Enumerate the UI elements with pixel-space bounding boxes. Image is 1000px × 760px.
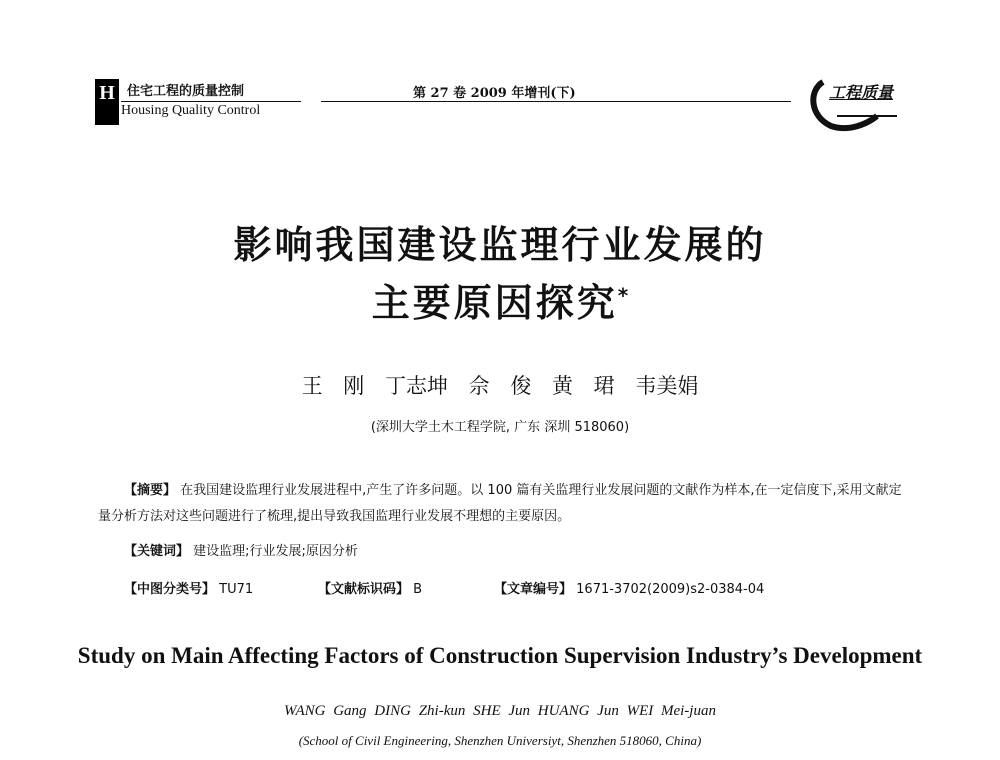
header-rule: [121, 101, 301, 102]
journal-section-en: Housing Quality Control: [121, 103, 261, 118]
abstract: [98, 478, 902, 530]
affiliation: (深圳大学土木工程学院, 广东 深圳 518060): [370, 420, 630, 435]
footnote-mark: *: [617, 283, 629, 308]
section-badge: H: [95, 79, 119, 125]
article-number: 【文章编号】 1671-3702(2009)s2-0384-04: [494, 582, 765, 597]
volume-issue: 第 27 卷 2009 年增刊(下): [413, 86, 576, 101]
english-affiliation: (School of Civil Engineering, Shenzhen Universiyt, Shenzhen 518060, China): [298, 733, 702, 748]
english-authors: WANG Gang DING Zhi-kun SHE Jun HUANG Jun WEI Mei-juan: [284, 703, 716, 719]
journal-section-cn: 住宅工程的质量控制: [127, 84, 245, 99]
document-code: 【文献标识码】 B: [318, 582, 423, 597]
keywords-label: 【关键词】: [124, 544, 190, 559]
keywords-text: 建设监理;行业发展;原因分析: [193, 544, 358, 559]
title-line-1: 影响我国建设监理行业发展的: [233, 223, 767, 267]
header-rule-long: [321, 101, 791, 102]
journal-logo: [803, 76, 901, 132]
abstract-text: 在我国建设监理行业发展进程中,产生了许多问题。以 100 篇有关监理行业发展问题的文献作为样本,在一定信度下,采用文献定量分析方法对这些问题进行了梳理,提出导致我国监理行业发展不理想的主要原因。: [98, 483, 902, 524]
running-header: [95, 76, 895, 132]
clc-number: 【中图分类号】 TU71: [124, 582, 254, 597]
english-title: Study on Main Affecting Factors of Construction Supervision Industry’s Development: [77, 643, 923, 668]
title-line-2: 主要原因探究*: [371, 281, 629, 325]
abstract-label: 【摘要】: [124, 483, 177, 498]
logo-text: 工程质量: [829, 83, 894, 102]
keywords: [124, 540, 358, 559]
author-list: 王 刚 丁志坤 佘 俊 黄 珺 韦美娟: [301, 374, 699, 398]
